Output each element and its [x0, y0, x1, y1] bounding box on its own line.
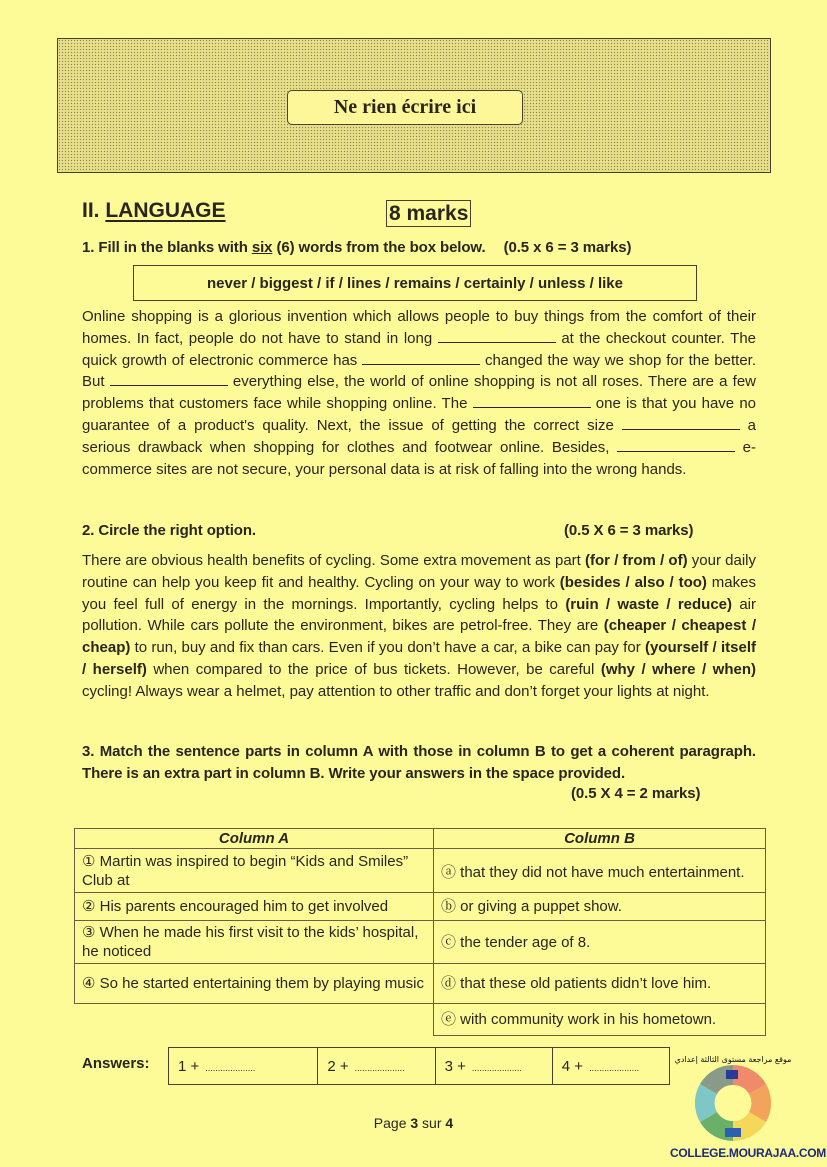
column-a-header: Column A — [75, 829, 434, 849]
logo-center — [716, 1086, 750, 1120]
q1-marks: (0.5 x 6 = 3 marks) — [503, 239, 632, 256]
q2-text: makes you feel full of energy in the mornings. Importantly, cycling helps to — [82, 573, 756, 613]
answer-label: 4 + — [561, 1057, 584, 1075]
site-logo — [670, 1050, 827, 1165]
blank-4[interactable] — [473, 395, 591, 408]
column-b-header: Column B — [434, 829, 766, 849]
q1-text: Online shopping is a glorious invention which allows people to buy things from the comfort of their homes. In fact, people do not have to stand in long — [82, 308, 756, 347]
section-title — [82, 199, 226, 223]
column-b-item-e: ⓔ with community work in his hometown. — [434, 1004, 766, 1036]
answer-cell-1[interactable] — [169, 1048, 318, 1084]
option-group-5[interactable]: (yourself / itself / herself) — [82, 639, 756, 678]
section-marks-badge: 8 marks — [386, 200, 471, 227]
table-header-row — [75, 829, 766, 849]
option-group-1[interactable]: (for / from / of) — [585, 552, 688, 569]
column-b-item-a: ⓐ that they did not have much entertainment. — [434, 849, 766, 893]
column-a-item-2: ② His parents encouraged him to get involved — [75, 893, 434, 921]
q1-text: one is that you have no guarantee of a product's quality. Next, the issue of getting the correct size — [82, 395, 757, 434]
column-b-item-b: ⓑ or giving a puppet show. — [434, 893, 766, 921]
column-b-item-c: ⓒ the tender age of 8. — [434, 921, 766, 964]
reserved-area — [57, 38, 771, 173]
empty-cell — [75, 1004, 434, 1036]
q2-title: 2. Circle the right option. — [82, 522, 256, 539]
option-group-6[interactable]: (why / where / when) — [600, 660, 756, 678]
q3-marks: (0.5 X 4 = 2 marks) — [571, 785, 701, 802]
q1-title-suffix: (6) words from the box below. — [272, 239, 486, 256]
q1-text: changed the way we shop for the better. But — [82, 351, 756, 391]
option-group-2[interactable]: (besides / also / too) — [559, 573, 707, 591]
answer-label: 3 + — [444, 1057, 466, 1075]
answer-label: 2 + — [327, 1057, 349, 1075]
table-row — [75, 964, 766, 1004]
table-row — [75, 893, 766, 921]
answer-cell-2[interactable] — [318, 1048, 435, 1084]
answer-blank[interactable]: .................... — [205, 1063, 256, 1073]
q3-title: 3. Match the sentence parts in column A with those in column B to get a coherent paragraph. There is an extra part in column B. Write your answers in the space provided. — [82, 743, 756, 782]
q1-text: everything else, the world of online shopping is not all roses. There are a few problems that customers face while shopping online. The — [82, 373, 756, 413]
q2-paragraph — [82, 550, 756, 703]
q1-text: at the checkout counter. The quick growth of electronic commerce has — [82, 329, 757, 369]
blank-2[interactable] — [362, 352, 480, 365]
logo-text: COLLEGE.MOURAJAA.COM — [670, 1146, 827, 1160]
no-write-label: Ne rien écrire ici — [287, 90, 523, 125]
table-row — [75, 1004, 766, 1036]
page-current: 3 — [410, 1115, 419, 1131]
q2-text: to run, buy and fix than cars. Even if you don’t have a car, a bike can pay for — [130, 639, 645, 657]
logo-ring-icon — [670, 1050, 820, 1150]
answers-box — [168, 1047, 670, 1085]
page-mid: sur — [418, 1115, 446, 1131]
q1-title-underlined: six — [251, 239, 273, 256]
q2-text: There are obvious health benefits of cycling. Some extra movement as part — [82, 552, 586, 569]
section-numeral: II. — [82, 199, 100, 222]
table-row — [75, 921, 766, 964]
table-row — [75, 849, 766, 893]
column-b-item-d: ⓓ that these old patients didn’t love him. — [434, 964, 766, 1004]
option-group-4[interactable]: (cheaper / cheapest / cheap) — [82, 617, 756, 657]
column-a-item-3: ③ When he made his first visit to the kids’ hospital, he noticed — [75, 921, 434, 964]
q2-text: air pollution. While cars pollute the environment, bikes are petrol-free. They are — [82, 595, 756, 635]
logo-cap — [726, 1070, 738, 1079]
page-prefix: Page — [373, 1115, 411, 1131]
q1-paragraph — [82, 306, 756, 480]
logo-map — [725, 1128, 741, 1137]
q1-text: e-commerce sites are not secure, your personal data is at risk of falling into the wrong hands. — [82, 438, 756, 478]
blank-1[interactable] — [438, 330, 556, 343]
blank-6[interactable] — [617, 439, 735, 452]
blank-3[interactable] — [110, 373, 228, 386]
section-name: LANGUAGE — [105, 199, 226, 222]
q2-text: your daily routine can help you keep fit and healthy. Cycling on your way to work — [82, 552, 756, 591]
column-a-item-1: ① Martin was inspired to begin “Kids and Smiles” Club at — [75, 849, 434, 893]
page-total: 4 — [445, 1115, 454, 1131]
answer-blank[interactable]: .................... — [471, 1063, 522, 1073]
answer-label: 1 + — [178, 1057, 200, 1075]
q2-text: cycling! Always wear a helmet, pay attention to other traffic and don’t forget your lights at night. — [82, 682, 710, 700]
column-a-item-4: ④ So he started entertaining them by playing music — [75, 964, 434, 1004]
option-group-3[interactable]: (ruin / waste / reduce) — [565, 595, 733, 613]
answers-label: Answers: — [82, 1055, 150, 1072]
answer-cell-3[interactable] — [436, 1048, 553, 1084]
answer-cell-4[interactable] — [553, 1048, 669, 1084]
answer-blank[interactable]: .................... — [589, 1063, 640, 1073]
q2-marks: (0.5 X 6 = 3 marks) — [564, 522, 694, 539]
q1-title — [82, 239, 631, 256]
matching-table — [74, 828, 766, 1036]
q1-title-prefix: 1. Fill in the blanks with — [82, 239, 252, 256]
blank-5[interactable] — [622, 417, 740, 430]
q1-text: a serious drawback when shopping for clothes and footwear online. Besides, — [82, 416, 756, 456]
q2-text: when compared to the price of bus tickets. However, be careful — [146, 660, 601, 678]
logo-arabic-text: موقع مراجعة مستوى الثالثة إعدادي — [674, 1055, 792, 1064]
word-box: never / biggest / if / lines / remains / certainly / unless / like — [133, 265, 697, 301]
answer-blank[interactable]: .................... — [354, 1063, 405, 1073]
